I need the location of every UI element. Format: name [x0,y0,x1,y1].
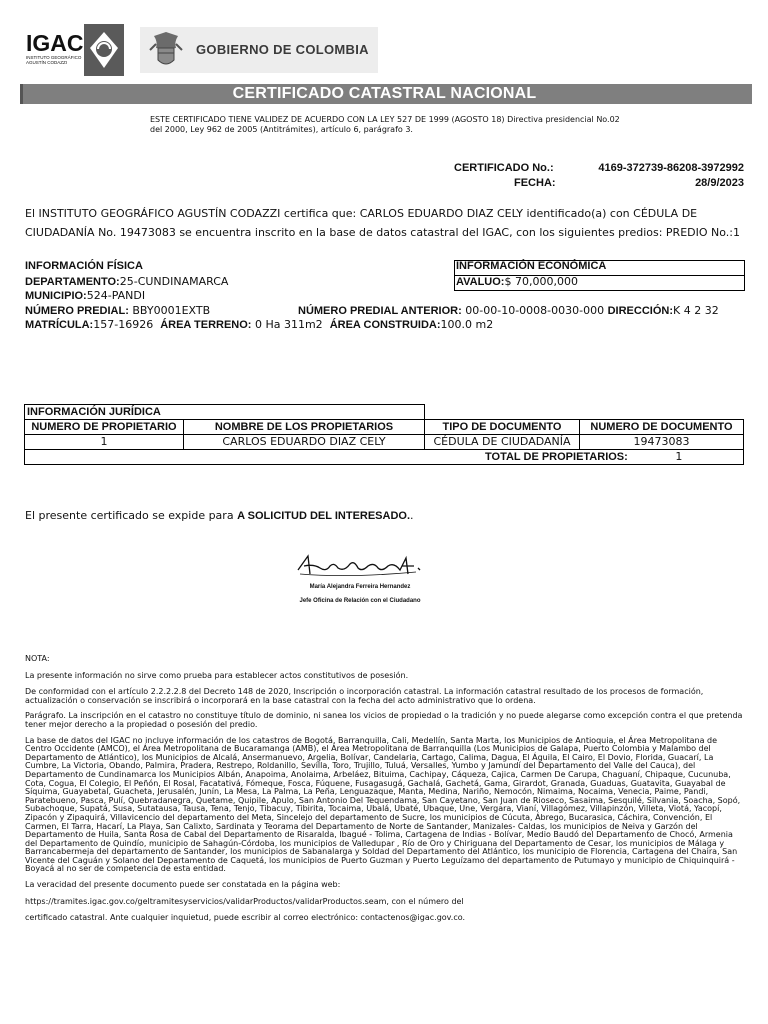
document-title: CERTIFICADO CATASTRAL NACIONAL [232,85,537,102]
predial-previous-row: NÚMERO PREDIAL ANTERIOR: 00-00-10-0008-0030-000 DIRECCIÓN:K 4 2 32 [298,304,719,317]
signatory-role: Jefe Oficina de Relación con el Ciudadano [299,598,421,604]
notes-paragraph: Parágrafo. La inscripción en el catastro no constituye título de dominio, ni sanea los vicios de propiedad o la tradición y no puede alegarse como excepción contra el que pretenda tener mejor derecho a la propiedad o posesión del predio. [25,711,743,729]
document-type-cell: CÉDULA DE CIUDADANÍA [425,435,580,450]
owner-name-cell: CARLOS EDUARDO DIAZ CELY [184,435,425,450]
certificate-date: 28/9/2023 [695,177,744,189]
total-owners-row: TOTAL DE PROPIETARIOS: 1 [25,450,744,465]
colombia-shield-icon [146,30,186,70]
avaluo-row: AVALUO:$ 70,000,000 [456,275,578,288]
department-value: 25-CUNDINAMARCA [119,275,229,288]
area-built-value: 100.0 m2 [440,318,494,331]
juridical-info-table [24,404,744,465]
total-owners-value: 1 [675,450,683,463]
validation-url: https://tramites.igac.gov.co/geltramitesyservicios/validarProductos/validarProductos.seam, con el número del [25,896,464,906]
municipality-value: 524-PANDI [86,289,146,302]
notes-section [25,655,745,930]
notes-paragraph: La presente información no sirve como prueba para establecer actos constitutivos de posesión. [25,670,409,680]
date-label: FECHA: [514,177,556,189]
owner-number-cell: 1 [25,435,184,450]
igac-logo-subtitle: INSTITUTO GEOGRÁFICO AGUSTÍN CODAZZI [26,55,82,65]
igac-logo-text: IGAC [26,30,84,56]
contact-paragraph: certificado catastral. Ante cualquier inquietud, puede escribir al correo electrónico: contactenos@igac.gov.co. [25,913,466,923]
government-label: GOBIERNO DE COLOMBIA [196,42,369,57]
notes-label: NOTA: [25,654,50,663]
registry-row: MATRÍCULA:157-16926 ÁREA TERRENO: 0 Ha 311m2 ÁREA CONSTRUIDA:100.0 m2 [25,318,494,331]
predial-previous-value: 00-00-10-0008-0030-000 [465,304,605,317]
column-header: NUMERO DE DOCUMENTO [580,420,744,435]
avaluo-value: $ 70,000,000 [504,275,578,288]
certificate-number: 4169-372739-86208-3972992 [598,162,744,174]
physical-info-heading: INFORMACIÓN FÍSICA [25,260,143,272]
table-row [25,435,744,450]
notes-paragraph: De conformidad con el artículo 2.2.2.2.8 del Decreto 148 de 2020, Inscripción o incorporación catastral. La información catastral resultado de los procesos de formación, actualización o conservación se inscribirá o incorporará en la base catastral con la fecha del acto administrativo que lo ordena. [25,687,704,705]
certificate-number-label: CERTIFICADO No.: [454,162,554,174]
document-number-cell: 19473083 [580,435,744,450]
area-land-value: 0 Ha 311m2 [254,318,323,331]
notes-paragraph: La base de datos del IGAC no incluye información de los catastros de Bogotá, Barranquilla, Cali, Medellín, Santa Marta, los Municipios de Antioquia, el Área Metropolitana de Centro Occidente (AMCO), el Área Metropolitana de Bucaramanga (AMB), el Área Metropolitana de Barranquilla (Los Municipios de Galapa, Puerto Colombia y Malambo del Departamento de Atlántico), los Municipios de Alcalá, Ansermanuevo, Argelia, Bolívar, Candelaria, Cartago, Calima, Dagua, El Águila, El Cairo, El Dovio, Florida, Guacarí, La Cumbre, La Victoria, Obando, Palmira, Pradera, Restrepo, Roldanillo, Sevilla, Toro, Trujillo, Tuluá, Versalles, Yumbo y Jamundí del Departamento del Valle del Cauca), del Departamento de Cundinamarca los Municipios Albán, Anapoima, Anolaima, Arbeláez, Bituima, Cachipay, Cáqueza, Cajica, Carmen De Carupa, Chaguaní, Chipaque, Cucunuba, Cota, Cogua, El Colegio, El Peñón, El Rosal, Facatativá, Fómeque, Fosca, Fúquene, Fusagasugá, Gachalá, Gachetá, Gama, Girardot, Granada, Guaduas, Guatavita, Guayabal de Síquima, Guayabetal, Guacheta, Jerusalén, Junín, La Mesa, La Palma, La Peña, Lenguazaque, Manta, Medina, Nariño, Nemocón, Nimaima, Nocaima, Venecia, Paime, Pandi, Paratebueno, Pasca, Pulí, Quebradanegra, Quetame, Quipile, Apulo, San Antonio Del Tequendama, San Cayetano, San Juan de Rioseco, Sasaima, Sesquilé, Silvania, Soacha, Sopó, Subachoque, Supatá, Susa, Sutatausa, Tausa, Tena, Tenjo, Tibacuy, Tibirita, Tocaima, Ubalá, Ubaté, Ubaque, Une, Vergara, Vianí, Villagómez, Villapinzón, Villeta, Viotá, Yacopí, Zipacón y Zipaquirá, Villavicencio del departamento del Meta, Sincelejo del departamento de Sucre, los municipios de Cúcuta, Ábrego, Bucarasica, Cáchira, Convención, El Carmen, El Tarra, Hacarí, La Playa, San Calixto, Sardinata y Teorama del Departamento de Norte de Santander, Manizales- Caldas, los municipios de Neiva y Garzón del Departamento de Huila, Santa Rosa de Cabal del Departamento de Risaralda, Ibagué - Tolima, Cartagena de Indias - Bolívar, Medio Baudó del Departamento de Chocó, Armenia del Departamento de Quindío, municipio de Sahagún-Córdoba, los municipios de Valledupar , Río de Oro y Chiriguana del Departamento de Cesar, los municipios de Málaga y Barrancabermeja del departamento de Santander, los municipios de Sabanalarga y Soldad del Departamento del Atlántico, los municipio de Florencia, Cartagena del Chaira, San Vicente del Caguán y Solano del Departamento de Caquetá, los municipios de Puerto Guzman y Puerto Leguízamo del departamento de Putumayo y municipio de Chiquinquirá - Boyacá al no ser de competencia de esta entidad. [25,735,741,874]
intro-paragraph: El INSTITUTO GEOGRÁFICO AGUSTÍN CODAZZI certifica que: CARLOS EDUARDO DIAZ CELY identificado(a) con CÉDULA DE CIUDADANÍA No. 19473083 se encuentra inscrito en la base de datos catastral del IGAC, con los siguientes predios: PREDIO No.:1 [25,207,740,239]
municipality-row: MUNICIPIO:524-PANDI [25,289,146,302]
notes-paragraph: La veracidad del presente documento puede ser constatada en la página web: [25,880,341,890]
igac-emblem-icon [84,24,124,76]
predial-number-value: BBY0001EXTB [132,304,211,317]
issued-for-text: El presente certificado se expide para A SOLICITUD DEL INTERESADO.. [25,509,414,522]
column-header: NOMBRE DE LOS PROPIETARIOS [184,420,425,435]
economic-info-heading: INFORMACIÓN ECONÓMICA [456,260,607,272]
column-header: TIPO DE DOCUMENTO [425,420,580,435]
department-row: DEPARTAMENTO:25-CUNDINAMARCA [25,275,229,288]
predial-number-row: NÚMERO PREDIAL: BBY0001EXTB [25,304,211,317]
column-header: NUMERO DE PROPIETARIO [25,420,184,435]
signature-image [290,548,440,582]
validity-text: ESTE CERTIFICADO TIENE VALIDEZ DE ACUERDO CON LA LEY 527 DE 1999 (AGOSTO 18) Directiva presidencial No.02 del 2000, Ley 962 de 2005 (Antitrámites), artículo 6, parágrafo 3. [150,115,620,134]
address-value: K 4 2 32 [673,304,719,317]
juridical-info-heading: INFORMACIÓN JURÍDICA [25,405,425,420]
matricula-value: 157-16926 [93,318,154,331]
signatory-name: María Alejandra Ferreira Hernandez [309,584,411,590]
